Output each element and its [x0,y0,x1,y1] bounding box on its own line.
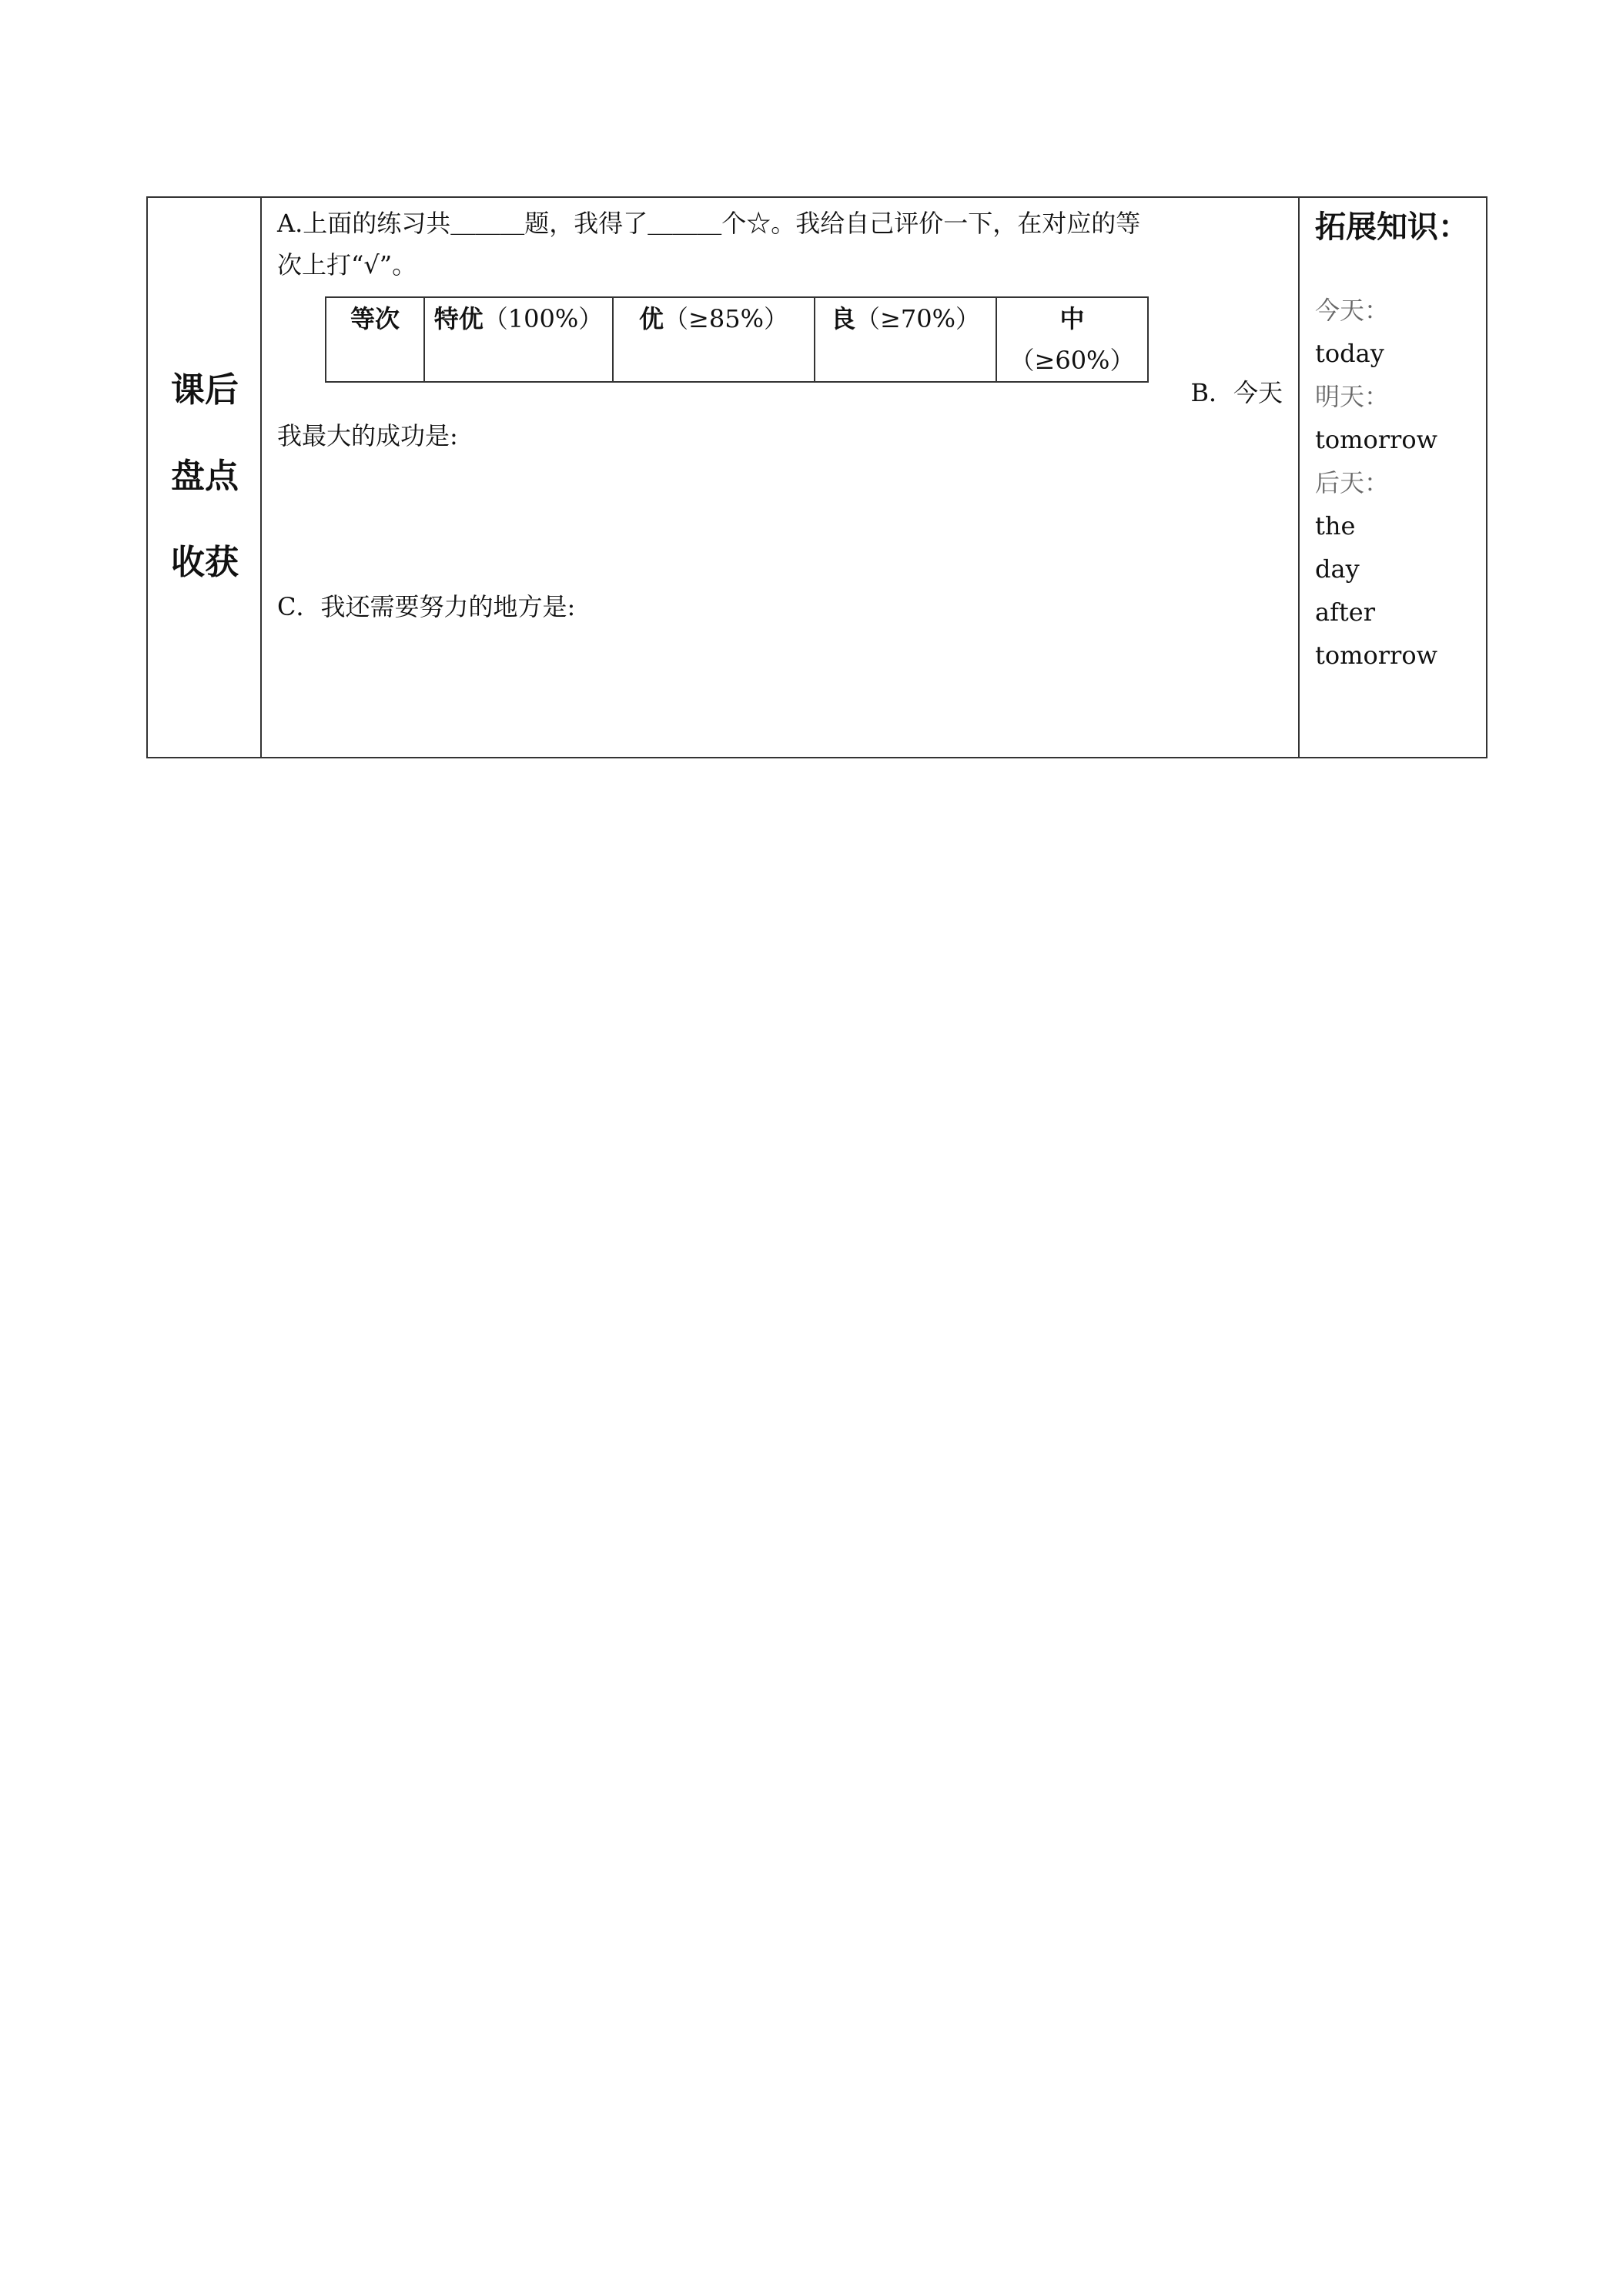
grade-label: 中 [1059,304,1085,333]
section-title-line-2: 盘点 [171,457,239,496]
grade-threshold: （≥70%） [855,304,980,333]
grade-label: 特优 [433,304,484,333]
vocab-en-day-after-3: after [1315,597,1376,627]
self-evaluation-prompt: A.上面的练习共＿＿＿题，我得了＿＿＿个☆。我给自己评价一下，在对应的等 [277,209,1141,238]
vocab-zh-today: 今天： [1315,296,1390,325]
vocab-zh-tomorrow: 明天： [1315,382,1390,411]
reflection-table [146,196,1487,758]
vocab-en-day-after-2: day [1315,554,1360,584]
section-title-line-1: 课后 [171,370,239,410]
improvement-prompt: C．我还需要努力的地方是: [277,592,576,621]
grade-threshold: （≥85%） [664,304,788,333]
vocab-en-tomorrow: tomorrow [1315,425,1437,454]
grade-cell-good[interactable] [815,298,997,381]
section-title-line-3: 收获 [171,543,239,582]
grade-label: 良 [831,304,856,333]
grade-cell-excellent[interactable] [614,298,815,381]
reflection-content-cell [262,198,1300,757]
vocab-zh-day-after: 后天： [1315,468,1390,497]
grade-cell-fair[interactable] [997,298,1147,381]
grade-label: 优 [639,304,664,333]
grade-threshold: （100%） [483,304,604,333]
grade-threshold: （≥60%） [1009,346,1135,375]
grade-header-cell [326,298,425,381]
grade-cell-excellent-plus[interactable] [425,298,614,381]
grade-header-label: 等次 [350,304,400,333]
success-prompt-label: B．今天 [1190,378,1283,407]
extension-knowledge-cell [1300,198,1486,757]
extension-heading: 拓展知识： [1315,209,1469,245]
vocab-en-day-after-1: the [1315,511,1356,541]
vocab-en-today: today [1315,339,1384,368]
grade-table [325,296,1149,383]
success-prompt: 我最大的成功是: [277,421,458,450]
self-evaluation-prompt-cont: 次上打“√”。 [277,250,417,279]
vocab-en-day-after-4: tomorrow [1315,641,1437,670]
section-title-cell [148,198,262,757]
vocab-list [1315,289,1484,677]
